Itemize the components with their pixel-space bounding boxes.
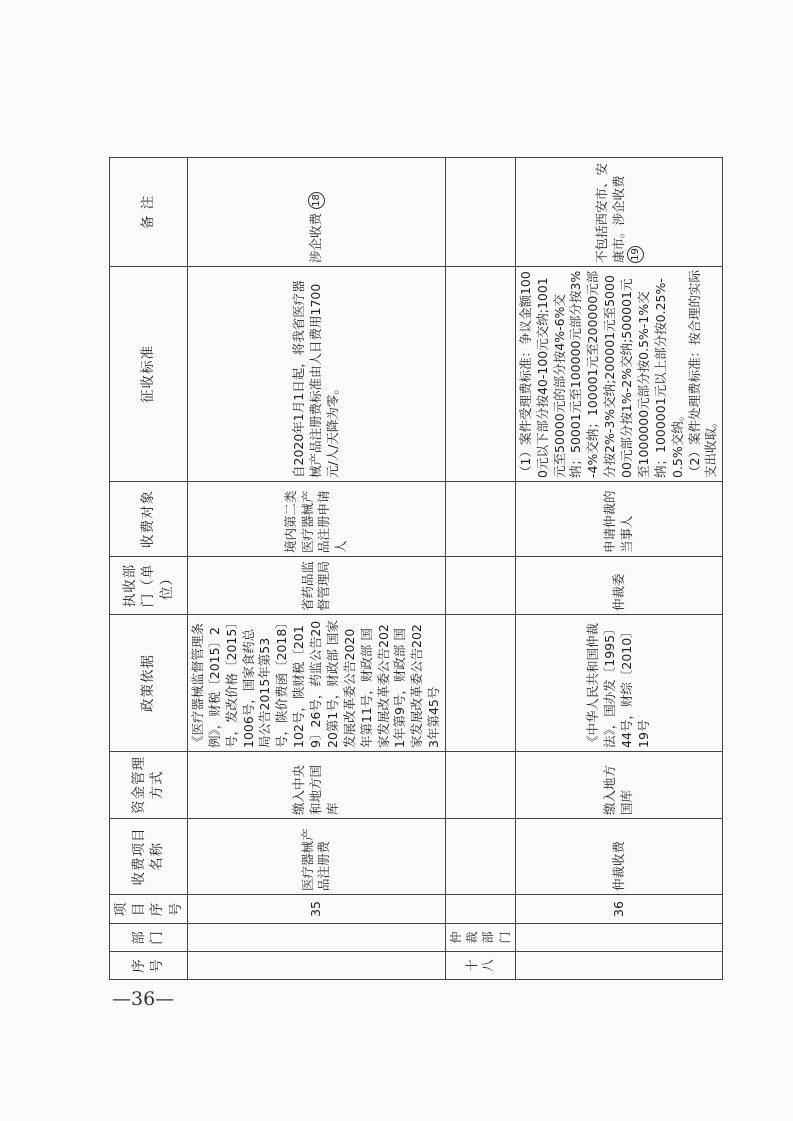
header-dept: 部门 xyxy=(110,924,188,952)
footnote-marker: 18 xyxy=(308,192,325,209)
cell-standard xyxy=(515,267,723,482)
cell-standard: 自2020年1月1日起，将我省医疗器械产品注册费标准由人日费用1700元/人/天降为零。 xyxy=(187,267,445,482)
cell-target: 境内第二类医疗器械产品注册申请人 xyxy=(187,482,445,557)
remark-text: 不包括西安市、安康市。涉企收费 xyxy=(593,162,626,263)
header-fund-mode: 资金管理方式 xyxy=(110,752,188,819)
standard-paragraph-1: （1）案件受理费标准：争议金额1000元以下部分按40-100元交纳;1001元至50000元的部分按4%-6%交纳；50001元至100000元部分按3%-4%交纳；100001元至200000元部分按2%-3%交纳;200001元至500000元部分按1%-2%交纳;500001元至1000000元部分按0.5%-1%交纳；1000001元以上部分按0.25%-0.5%交纳。 xyxy=(517,270,685,478)
page-number: —36— xyxy=(112,988,175,1010)
cell-remarks xyxy=(187,158,445,267)
table-row xyxy=(515,158,723,980)
remark-text: 涉企收费 xyxy=(307,212,323,263)
header-item-seq: 项目序号 xyxy=(110,895,188,924)
cell-fund-mode: 缴入地方国库 xyxy=(515,752,723,819)
cell-collector: 仲裁委 xyxy=(515,557,723,615)
cell-dept xyxy=(515,924,723,952)
rotated-table-wrapper xyxy=(109,158,719,980)
cell-policy: 《医疗器械监督管理条例》，财税〔2015〕2号，发改价格〔2015〕1006号，国家食药总局公告2015年第53号，陕价费函〔2018〕102号，陕财税〔2019〕26号，药监公告2020第1号，财政部 国家发展改革委公告2020年第11号，财政部 国家发展改革委公告2021年第9号，财政部 国家发展改革委公告2023年第45号 xyxy=(187,615,445,752)
header-item-name: 收费项目名称 xyxy=(110,819,188,895)
cell-policy: 《中华人民共和国仲裁法》，国办发〔1995〕44号，财综〔2010〕19号 xyxy=(515,615,723,752)
cell-item-seq: 35 xyxy=(187,895,445,924)
cell-remarks xyxy=(446,158,516,267)
cell-collector xyxy=(446,557,516,615)
table-header-row xyxy=(110,158,188,980)
standard-paragraph-2: （2）案件处理费标准：按合理的实际支出收取。 xyxy=(686,270,719,478)
cell-policy xyxy=(446,615,516,752)
cell-dept xyxy=(187,924,445,952)
cell-fund-mode: 缴入中央和地方国库 xyxy=(187,752,445,819)
table-row xyxy=(187,158,445,980)
cell-item-name: 仲裁收费 xyxy=(515,819,723,895)
header-collector: 执收部门（单位） xyxy=(110,557,188,615)
fee-table xyxy=(109,157,723,980)
cell-remarks xyxy=(515,158,723,267)
cell-item-name xyxy=(446,819,516,895)
table-row xyxy=(446,158,516,980)
cell-seq xyxy=(515,952,723,980)
cell-target xyxy=(446,482,516,557)
cell-seq: 十八 xyxy=(446,952,516,980)
cell-item-seq: 36 xyxy=(515,895,723,924)
header-seq: 序号 xyxy=(110,952,188,980)
cell-item-name: 医疗器械产品注册费 xyxy=(187,819,445,895)
footnote-marker: 19 xyxy=(627,246,644,263)
header-policy: 政策依据 xyxy=(110,615,188,752)
header-target: 收费对象 xyxy=(110,482,188,557)
cell-target: 申请仲裁的当事人 xyxy=(515,482,723,557)
header-standard: 征收标准 xyxy=(110,267,188,482)
cell-fund-mode xyxy=(446,752,516,819)
header-remarks: 备 注 xyxy=(110,158,188,267)
cell-standard xyxy=(446,267,516,482)
cell-dept: 仲裁部门 xyxy=(446,924,516,952)
cell-collector: 省药品监督管理局 xyxy=(187,557,445,615)
cell-seq xyxy=(187,952,445,980)
cell-item-seq xyxy=(446,895,516,924)
